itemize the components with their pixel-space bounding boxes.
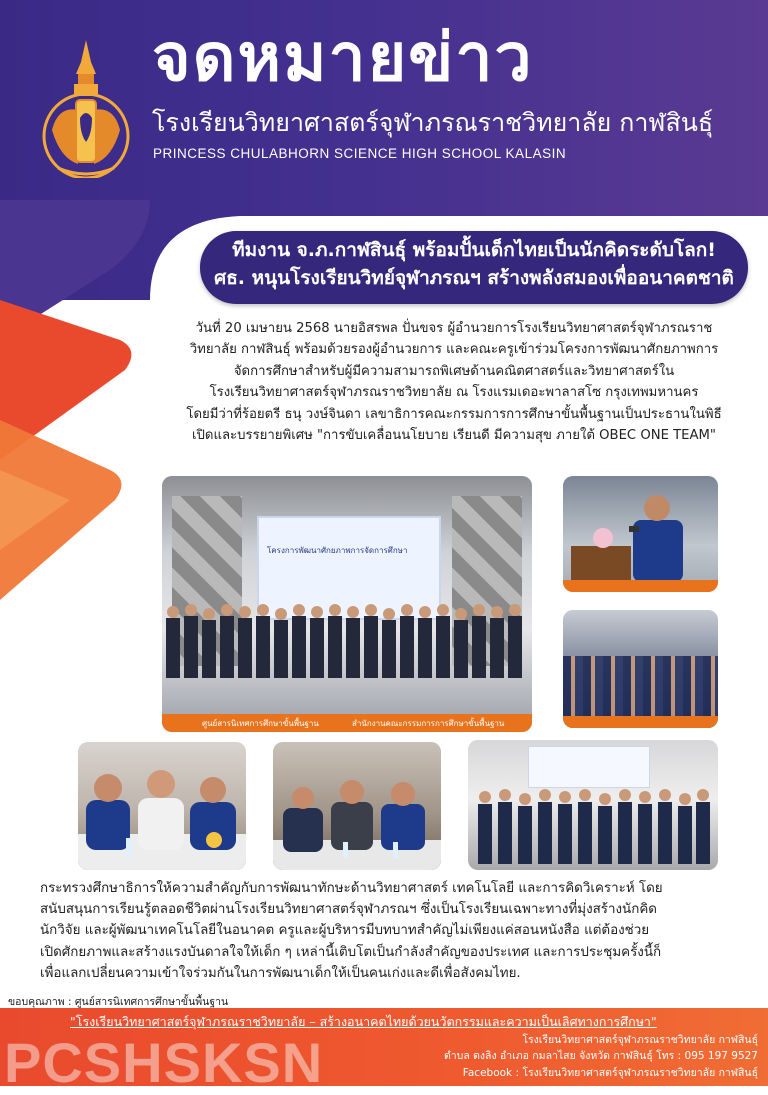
body-line: กระทรวงศึกษาธิการให้ความสำคัญกับการพัฒนาทักษะด้านวิทยาศาสตร์ เทคโนโลยี และการคิดวิเคราะห์ โดย <box>40 881 663 896</box>
body-line: เพื่อแลกเปลี่ยนความเข้าใจร่วมกันในการพัฒนาเด็กให้เป็นคนเก่งและดีเพื่อสังคมไทย. <box>40 965 521 981</box>
banner-left-text: ศูนย์สารนิเทศการศึกษาขั้นพื้นฐาน <box>202 719 319 728</box>
intro-line: โดยมีว่าที่ร้อยตรี ธนุ วงษ์จินดา เลขาธิการคณะกรรมการการศึกษาขั้นพื้นฐานเป็นประธานในพิธี <box>186 406 722 422</box>
intro-paragraph <box>150 318 758 446</box>
photo-banner <box>563 580 718 592</box>
address-facebook: Facebook : โรงเรียนวิทยาศาสตร์จุฬาภรณราชวิทยาลัย กาฬสินธุ์ <box>462 1066 758 1079</box>
team-graphic <box>468 788 718 870</box>
body-line: นักวิจัย และผู้พัฒนาเทคโนโลยีในอนาคต ครูและผู้บริหารมีบทบาทสำคัญไม่เพียงแค่สอนหนังสือ แต่ต้องช่วย <box>40 923 650 939</box>
footer-watermark: PCSHSKSN <box>4 1031 324 1094</box>
headline-line-2: ศธ. หนุนโรงเรียนวิทย์จุฬาภรณฯ สร้างพลังสมองเพื่ออนาคตชาติ <box>214 266 734 289</box>
intro-line: วิทยาลัย กาฬสินธุ์ พร้อมด้วยรองผู้อำนวยการ และคณะครูเข้าร่วมโครงการพัฒนาศักยภาพการ <box>189 342 719 358</box>
teachers-photo <box>78 742 246 870</box>
school-emblem-icon <box>38 38 134 178</box>
footer-address <box>444 1032 758 1081</box>
newsletter-title: จดหมายข่าว <box>152 19 534 96</box>
team-photo <box>468 740 718 870</box>
body-line: สนับสนุนการเรียนรู้ตลอดชีวิตผ่านโรงเรียนวิทยาศาสตร์จุฬาภรณฯ ซึ่งเป็นโรงเรียนเฉพาะทางที่มุ่งสร้างนักคิด <box>40 902 657 918</box>
address-location: ตำบล ดงลิง อำเภอ กมลาไสย จังหวัด กาฬสินธุ์ โทร : 095 197 9527 <box>443 1050 758 1063</box>
school-name-thai: โรงเรียนวิทยาศาสตร์จุฬาภรณราชวิทยาลัย กาฬสินธุ์ <box>152 108 714 137</box>
intro-line: เปิดและบรรยายพิเศษ "การขับเคลื่อนนโยบาย เรียนดี มีความสุข ภายใต้ OBEC ONE TEAM" <box>192 427 716 443</box>
footer-slogan: "โรงเรียนวิทยาศาสตร์จุฬาภรณราชวิทยาลัย – สร้างอนาคตไทยด้วยนวัตกรรมและความเป็นเลิศทางการศึกษา" <box>70 1014 657 1029</box>
body-line: เปิดศักยภาพและสร้างแรงบันดาลใจให้เด็ก ๆ เหล่านี้เติบโตเป็นกำลังสำคัญของประเทศ และการประชุมครั้งนี้ก็ <box>40 944 662 960</box>
participants-graphic <box>273 742 441 870</box>
screen-caption: โครงการพัฒนาศักยภาพการจัดการศึกษา <box>267 546 408 555</box>
intro-line: โรงเรียนวิทยาศาสตร์จุฬาภรณราชวิทยาลัย ณ โรงแรมเดอะพาลาสโซ กรุงเทพมหานคร <box>209 385 699 401</box>
headline-line-1: ทีมงาน จ.ภ.กาฬสินธุ์ พร้อมปั้นเด็กไทยเป็นนักคิดระดับโลก! <box>232 239 716 261</box>
speaker-graphic <box>563 476 718 592</box>
banner-right-text: สำนักงานคณะกรรมการการศึกษาขั้นพื้นฐาน <box>352 719 505 728</box>
photo-credit: ขอบคุณภาพ : ศูนย์สารนิเทศการศึกษาขั้นพื้นฐาน <box>8 996 229 1008</box>
headline-banner <box>200 231 748 304</box>
audience-photo <box>563 610 718 728</box>
photo-banner <box>162 714 532 732</box>
speaker-photo <box>563 476 718 592</box>
address-school: โรงเรียนวิทยาศาสตร์จุฬาภรณราชวิทยาลัย กาฬสินธุ์ <box>522 1034 758 1046</box>
body-paragraph <box>40 878 740 984</box>
group-photo-main <box>162 476 532 732</box>
teachers-graphic <box>78 742 246 870</box>
intro-line: วันที่ 20 เมษายน 2568 นายอิสรพล ปั่นขจร ผู้อำนวยการโรงเรียนวิทยาศาสตร์จุฬาภรณราช <box>195 321 713 336</box>
participants-photo <box>273 742 441 870</box>
photo-banner <box>563 716 718 728</box>
school-name-english: PRINCESS CHULABHORN SCIENCE HIGH SCHOOL KALASIN <box>153 146 567 161</box>
intro-line: จัดการศึกษาสำหรับผู้มีความสามารถพิเศษด้านคณิตศาสตร์และวิทยาศาสตร์ใน <box>233 363 675 379</box>
people-row-graphic <box>162 604 532 684</box>
